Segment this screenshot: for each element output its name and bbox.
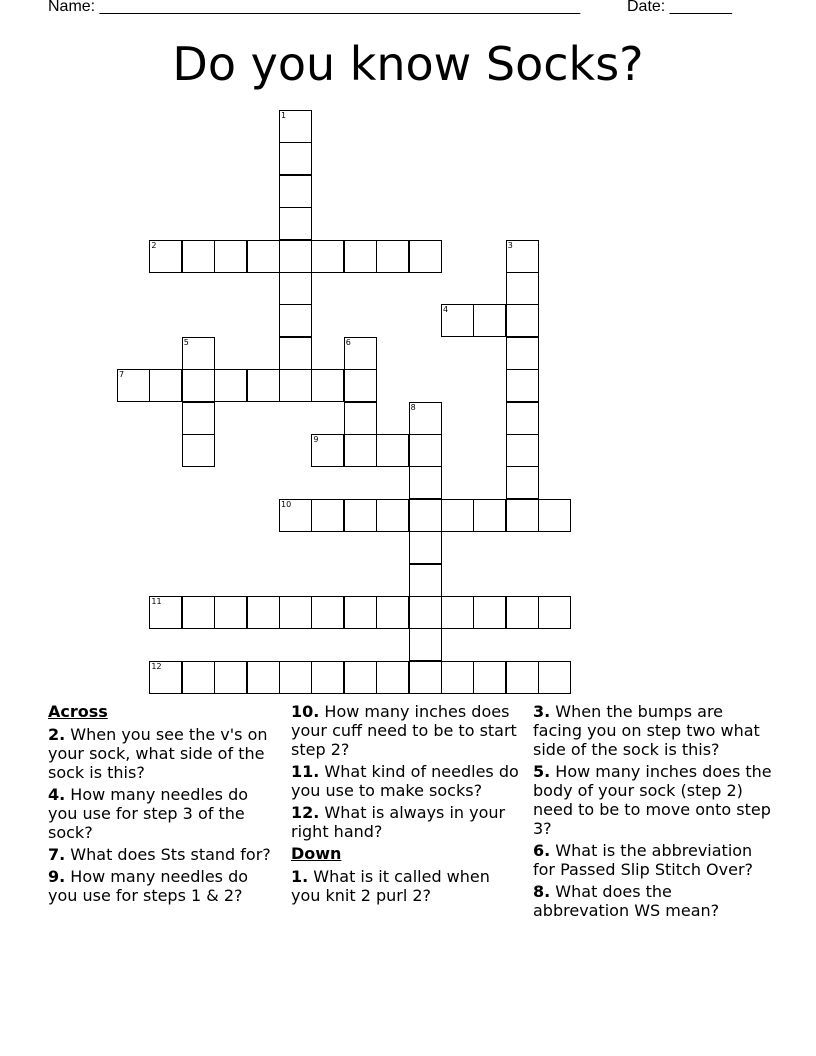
clue-column-1 bbox=[48, 702, 280, 908]
crossword-cell[interactable] bbox=[473, 304, 506, 337]
crossword-cell[interactable] bbox=[279, 142, 312, 175]
crossword-cell[interactable] bbox=[311, 240, 344, 273]
cell-number: 5 bbox=[183, 337, 189, 347]
crossword-cell[interactable] bbox=[344, 402, 377, 435]
cell-number: 4 bbox=[443, 305, 449, 315]
clue-column-2 bbox=[291, 702, 523, 908]
clue-down-6: 6. What is the abbreviation for Passed Slip Stitch Over? bbox=[533, 841, 754, 879]
clue-down-8: 8. What does the abbrevation WS mean? bbox=[533, 882, 720, 920]
clue-across-2: 2. When you see the v's on your sock, what side of the sock is this? bbox=[48, 725, 268, 782]
crossword-cell[interactable] bbox=[506, 434, 539, 467]
crossword-cell[interactable] bbox=[279, 207, 312, 240]
crossword-cell[interactable] bbox=[506, 499, 539, 532]
crossword-cell[interactable] bbox=[506, 369, 539, 402]
crossword-cell[interactable] bbox=[441, 661, 474, 694]
crossword-cell[interactable] bbox=[279, 337, 312, 370]
crossword-cell[interactable] bbox=[441, 499, 474, 532]
clue-across-7: 7. What does Sts stand for? bbox=[48, 845, 271, 864]
crossword-cell[interactable] bbox=[376, 596, 409, 629]
crossword-cell[interactable] bbox=[409, 531, 442, 564]
crossword-cell[interactable] bbox=[182, 337, 215, 370]
cell-number: 6 bbox=[345, 337, 351, 347]
clue-across-10: 10. How many inches does your cuff need to be to start step 2? bbox=[291, 702, 517, 759]
cell-number: 1 bbox=[281, 111, 287, 120]
crossword-cell[interactable] bbox=[506, 661, 539, 694]
clue-across-9: 9. How many needles do you use for steps 1 & 2? bbox=[48, 867, 249, 905]
clue-column-3 bbox=[533, 702, 773, 923]
crossword-cell[interactable] bbox=[247, 240, 280, 273]
crossword-cell[interactable] bbox=[344, 434, 377, 467]
crossword-cell[interactable] bbox=[279, 272, 312, 305]
crossword-cell[interactable] bbox=[344, 596, 377, 629]
crossword-cell[interactable] bbox=[247, 596, 280, 629]
crossword-cell[interactable] bbox=[279, 369, 312, 402]
crossword-cell[interactable] bbox=[506, 337, 539, 370]
cell-number: 3 bbox=[507, 240, 513, 250]
crossword-cell[interactable] bbox=[182, 240, 215, 273]
clue-across-12: 12. What is always in your right hand? bbox=[291, 803, 506, 841]
crossword-cell[interactable] bbox=[279, 661, 312, 694]
crossword-cell[interactable] bbox=[441, 304, 474, 337]
crossword-cell[interactable] bbox=[506, 304, 539, 337]
crossword-cell[interactable] bbox=[214, 240, 247, 273]
crossword-cell[interactable] bbox=[344, 369, 377, 402]
crossword-cell[interactable] bbox=[409, 596, 442, 629]
down-heading: Down bbox=[291, 844, 342, 863]
crossword-cell[interactable] bbox=[473, 499, 506, 532]
crossword-cell[interactable] bbox=[279, 596, 312, 629]
clue-down-5: 5. How many inches does the body of your sock (step 2) need to be to move onto step 3? bbox=[533, 762, 772, 838]
crossword-cell[interactable] bbox=[409, 661, 442, 694]
crossword-cell[interactable] bbox=[473, 596, 506, 629]
crossword-cell[interactable] bbox=[409, 402, 442, 435]
crossword-cell[interactable] bbox=[149, 661, 182, 694]
cell-number: 8 bbox=[410, 402, 416, 412]
crossword-cell[interactable] bbox=[506, 272, 539, 305]
cell-number: 11 bbox=[151, 597, 162, 606]
crossword-cell[interactable] bbox=[311, 369, 344, 402]
page-title: Do you know Socks? bbox=[172, 37, 644, 91]
cell-number: 9 bbox=[313, 435, 319, 444]
crossword-cell[interactable] bbox=[311, 499, 344, 532]
crossword-cell[interactable] bbox=[409, 499, 442, 532]
crossword-cell[interactable] bbox=[409, 240, 442, 273]
cell-number: 12 bbox=[151, 661, 162, 671]
crossword-cell[interactable] bbox=[344, 337, 377, 370]
cell-number: 10 bbox=[281, 499, 292, 509]
crossword-cell[interactable] bbox=[182, 596, 215, 629]
crossword-cell[interactable] bbox=[344, 661, 377, 694]
crossword-cell[interactable] bbox=[182, 402, 215, 435]
crossword-cell[interactable] bbox=[409, 628, 442, 661]
crossword-cell[interactable] bbox=[279, 110, 312, 143]
crossword-cell[interactable] bbox=[117, 369, 150, 402]
crossword-cell[interactable] bbox=[376, 661, 409, 694]
crossword-cell[interactable] bbox=[311, 661, 344, 694]
crossword-cell[interactable] bbox=[473, 661, 506, 694]
crossword-cell[interactable] bbox=[441, 596, 474, 629]
crossword-cell[interactable] bbox=[376, 240, 409, 273]
crossword-cell[interactable] bbox=[538, 661, 571, 694]
clue-down-3: 3. When the bumps are facing you on step two what side of the sock is this? bbox=[533, 702, 760, 759]
crossword-cell[interactable] bbox=[247, 369, 280, 402]
crossword-cell[interactable] bbox=[311, 596, 344, 629]
clue-across-11: 11. What kind of needles do you use to make socks? bbox=[291, 762, 519, 800]
across-heading: Across bbox=[48, 702, 108, 721]
crossword-cell[interactable] bbox=[214, 596, 247, 629]
crossword-cell[interactable] bbox=[344, 499, 377, 532]
crossword-cell[interactable] bbox=[214, 661, 247, 694]
crossword-cell[interactable] bbox=[279, 240, 312, 273]
crossword-cell[interactable] bbox=[506, 466, 539, 499]
cell-number: 2 bbox=[151, 240, 157, 250]
name-field-label[interactable]: Name: ______________________________________________________ bbox=[48, 0, 581, 15]
crossword-cell[interactable] bbox=[279, 304, 312, 337]
crossword-cell[interactable] bbox=[182, 661, 215, 694]
crossword-cell[interactable] bbox=[538, 596, 571, 629]
crossword-cell[interactable] bbox=[409, 564, 442, 597]
crossword-cell[interactable] bbox=[506, 240, 539, 273]
crossword-cell[interactable] bbox=[538, 499, 571, 532]
crossword-cell[interactable] bbox=[344, 240, 377, 273]
date-field-label[interactable]: Date: _______ bbox=[627, 0, 732, 15]
crossword-cell[interactable] bbox=[506, 402, 539, 435]
crossword-cell[interactable] bbox=[214, 369, 247, 402]
crossword-cell[interactable] bbox=[182, 434, 215, 467]
crossword-cell[interactable] bbox=[409, 434, 442, 467]
crossword-cell[interactable] bbox=[182, 369, 215, 402]
crossword-cell[interactable] bbox=[149, 596, 182, 629]
cell-number: 7 bbox=[119, 370, 125, 380]
crossword-cell[interactable] bbox=[149, 240, 182, 273]
crossword-cell[interactable] bbox=[506, 596, 539, 629]
crossword-cell[interactable] bbox=[376, 434, 409, 467]
crossword-cell[interactable] bbox=[376, 499, 409, 532]
crossword-cell[interactable] bbox=[409, 466, 442, 499]
crossword-cell[interactable] bbox=[279, 499, 312, 532]
clue-across-4: 4. How many needles do you use for step 3 of the sock? bbox=[48, 785, 249, 842]
clue-down-1: 1. What is it called when you knit 2 purl 2? bbox=[291, 867, 490, 905]
crossword-cell[interactable] bbox=[279, 175, 312, 208]
crossword-cell[interactable] bbox=[247, 661, 280, 694]
crossword-cell[interactable] bbox=[149, 369, 182, 402]
crossword-cell[interactable] bbox=[311, 434, 344, 467]
